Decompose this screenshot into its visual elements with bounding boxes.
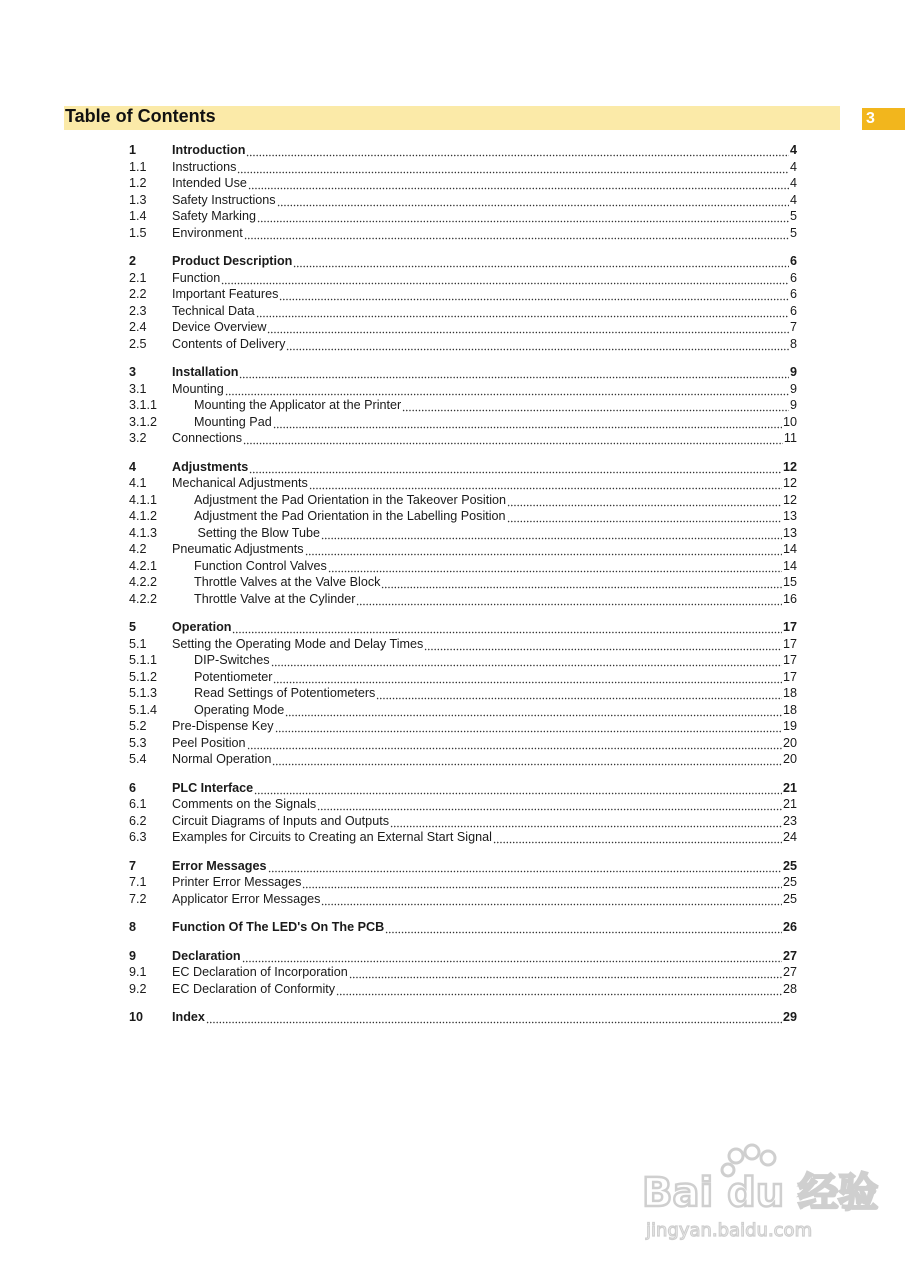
toc-entry-row[interactable]: [129, 591, 797, 608]
toc-entry-row[interactable]: [129, 225, 797, 242]
toc-page-number: 12: [782, 492, 797, 507]
toc-entry-row[interactable]: [129, 558, 797, 575]
toc-entry: [172, 303, 797, 320]
toc-title: DIP-Switches: [194, 653, 270, 667]
toc-page-number: 14: [782, 558, 797, 573]
toc-leader-dots: [206, 1009, 782, 1026]
toc-entry: [172, 286, 797, 303]
toc-page-number: 5: [789, 209, 797, 223]
toc-entry: [172, 718, 797, 735]
toc-number: 5.3: [129, 735, 147, 750]
toc-title: Product Description: [172, 254, 293, 268]
toc-entry: [172, 381, 797, 398]
toc-leader-dots: [507, 492, 782, 509]
toc-number: 1.2: [129, 176, 147, 190]
toc-entry-row[interactable]: [129, 685, 797, 702]
toc-leader-dots: [243, 430, 783, 447]
toc-leader-dots: [247, 735, 782, 752]
toc-leader-dots: [232, 619, 782, 636]
toc-chapter-row[interactable]: [129, 253, 797, 270]
toc-number: 3.1.2: [129, 414, 158, 429]
toc-page-number: 24: [782, 830, 797, 844]
toc-page-number: 9: [789, 381, 797, 396]
toc-title: Intended Use: [172, 176, 247, 190]
toc-title: Setting the Blow Tube: [194, 525, 321, 540]
toc-entry: [194, 492, 797, 509]
toc-title: Mounting the Applicator at the Printer: [194, 398, 402, 412]
toc-chapter-row[interactable]: [129, 1009, 797, 1026]
toc-title: Pneumatic Adjustments: [172, 542, 304, 556]
toc-number: 3.2: [129, 431, 147, 445]
toc-page-number: 23: [782, 813, 797, 828]
toc-page-number: 13: [782, 525, 797, 540]
toc-entry-row[interactable]: [129, 525, 797, 542]
toc-page-number: 15: [782, 575, 797, 589]
toc-title: Technical Data: [172, 303, 255, 318]
toc-page-number: 19: [782, 719, 797, 733]
toc-number: 2.2: [129, 287, 147, 301]
toc-leader-dots: [272, 751, 782, 768]
toc-page-number: 20: [782, 752, 797, 766]
toc-title: Important Features: [172, 287, 279, 301]
toc-title: Installation: [172, 365, 239, 379]
toc-leader-dots: [381, 574, 782, 591]
toc-entry: [194, 525, 797, 542]
toc-number: 7: [129, 858, 137, 873]
toc-title: Comments on the Signals: [172, 797, 317, 811]
toc-page-number: 5: [789, 225, 797, 240]
toc-page-number: 6: [789, 287, 797, 301]
toc-number: 5.1.3: [129, 686, 158, 700]
toc-page-number: 28: [782, 981, 797, 996]
toc-entry: [172, 208, 797, 225]
toc-number: 1.3: [129, 192, 147, 207]
toc-leader-dots: [321, 891, 782, 908]
toc-leader-dots: [336, 981, 782, 998]
toc-leader-dots: [221, 270, 789, 287]
toc-leader-dots: [317, 796, 782, 813]
toc-leader-dots: [309, 475, 782, 492]
toc-entry-row[interactable]: [129, 192, 797, 209]
toc-entry: [172, 430, 797, 447]
toc-entry: [172, 1009, 797, 1026]
toc-title: Circuit Diagrams of Inputs and Outputs: [172, 813, 389, 828]
toc-number: 1: [129, 143, 137, 157]
toc-leader-dots: [277, 192, 789, 209]
toc-page-number: 6: [789, 254, 797, 268]
toc-leader-dots: [267, 319, 789, 336]
toc-title: Throttle Valve at the Cylinder: [194, 591, 356, 606]
toc-leader-dots: [293, 253, 789, 270]
toc-number: 2.3: [129, 303, 147, 318]
toc-entry-row[interactable]: [129, 981, 797, 998]
toc-leader-dots: [507, 508, 782, 525]
toc-leader-dots: [237, 159, 789, 176]
toc-number: 2.1: [129, 270, 147, 285]
toc-title: Peel Position: [172, 735, 246, 750]
toc-entry: [172, 475, 797, 492]
toc-leader-dots: [256, 303, 789, 320]
toc-entry: [172, 159, 797, 176]
toc-page-number: 16: [782, 591, 797, 606]
toc-number: 4.2.1: [129, 558, 158, 573]
toc-number: 8: [129, 920, 137, 934]
toc-number: 4.1: [129, 476, 147, 490]
toc-page-number: 12: [782, 459, 797, 474]
toc-entry: [172, 541, 797, 558]
toc-page-number: 6: [789, 303, 797, 318]
toc-entry-row[interactable]: [129, 270, 797, 287]
toc-leader-dots: [273, 414, 782, 431]
toc-leader-dots: [402, 397, 789, 414]
toc-entry-row[interactable]: [129, 381, 797, 398]
toc-entry: [172, 813, 797, 830]
toc-title: Device Overview: [172, 320, 267, 334]
toc-entry: [172, 253, 797, 270]
toc-entry: [172, 459, 797, 476]
toc-page-number: 25: [782, 875, 797, 889]
toc-title: Safety Marking: [172, 209, 256, 223]
toc-number: 1.1: [129, 159, 147, 174]
toc-leader-dots: [239, 364, 789, 381]
toc-page-number: 17: [782, 653, 797, 667]
toc-entry: [172, 225, 797, 242]
toc-title: Mechanical Adjustments: [172, 476, 308, 490]
toc-leader-dots: [328, 558, 782, 575]
toc-entry: [172, 964, 797, 981]
toc-leader-dots: [275, 718, 782, 735]
toc-number: 9.1: [129, 965, 147, 979]
toc-entry-row[interactable]: [129, 652, 797, 669]
toc-title: Printer Error Messages: [172, 875, 302, 889]
toc-entry: [194, 397, 797, 414]
toc-number: 5.1.2: [129, 669, 158, 684]
page-number-badge: 3: [862, 108, 905, 130]
toc-entry: [194, 414, 797, 431]
toc-leader-dots: [249, 459, 782, 476]
toc-title: PLC Interface: [172, 780, 254, 795]
toc-entry-row[interactable]: [129, 574, 797, 591]
toc-number: 2: [129, 254, 137, 268]
toc-number: 9: [129, 948, 137, 963]
toc-leader-dots: [246, 142, 789, 159]
toc-entry-row[interactable]: [129, 336, 797, 353]
toc-chapter-row[interactable]: [129, 919, 797, 936]
toc-page-number: 17: [782, 620, 797, 634]
toc-page-number: 11: [783, 431, 797, 445]
toc-title: Normal Operation: [172, 752, 272, 766]
toc-entry: [172, 948, 797, 965]
toc-title: EC Declaration of Conformity: [172, 981, 336, 996]
toc-entry: [172, 919, 797, 936]
toc-leader-dots: [376, 685, 782, 702]
toc-page-number: 25: [782, 891, 797, 906]
toc-entry: [172, 336, 797, 353]
toc-title: Contents of Delivery: [172, 336, 286, 351]
toc-number: 4.2.2: [129, 591, 158, 606]
toc-page-number: 9: [789, 365, 797, 379]
toc-entry: [172, 619, 797, 636]
toc-title: Introduction: [172, 143, 246, 157]
toc-entry: [172, 751, 797, 768]
toc-entry-row[interactable]: [129, 303, 797, 320]
toc-title: Setting the Operating Mode and Delay Times: [172, 636, 424, 651]
toc-entry-row[interactable]: [129, 508, 797, 525]
toc-page-number: 21: [782, 797, 797, 811]
toc-leader-dots: [254, 780, 782, 797]
baidu-watermark-logo: [640, 1140, 879, 1250]
toc-chapter-row[interactable]: [129, 619, 797, 636]
toc-entry-row[interactable]: [129, 751, 797, 768]
toc-leader-dots: [279, 286, 789, 303]
toc-number: 5: [129, 620, 137, 634]
toc-leader-dots: [273, 669, 782, 686]
toc-number: 2.4: [129, 320, 147, 334]
toc-page-number: 25: [782, 858, 797, 873]
toc-entry-row[interactable]: [129, 669, 797, 686]
toc-title: Adjustment the Pad Orientation in the Labelling Position: [194, 509, 506, 523]
toc-title: Mounting Pad: [194, 414, 272, 429]
toc-title: EC Declaration of Incorporation: [172, 965, 348, 979]
toc-entry-row[interactable]: [129, 475, 797, 492]
toc-entry: [194, 508, 797, 525]
toc-page-number: 21: [782, 780, 797, 795]
toc-entry-row[interactable]: [129, 541, 797, 558]
toc-entry: [172, 780, 797, 797]
toc-entry: [194, 685, 797, 702]
toc-number: 1.4: [129, 209, 147, 223]
toc-entry-row[interactable]: [129, 636, 797, 653]
toc-page-number: 17: [782, 669, 797, 684]
toc-page-number: 13: [782, 509, 797, 523]
toc-leader-dots: [424, 636, 782, 653]
toc-title: Function Of The LED's On The PCB: [172, 920, 385, 934]
toc-leader-dots: [248, 175, 789, 192]
toc-page-number: 8: [789, 336, 797, 351]
toc-number: 7.1: [129, 875, 147, 889]
toc-page-number: 27: [782, 965, 797, 979]
toc-page-number: 12: [782, 476, 797, 490]
toc-title: Potentiometer: [194, 669, 273, 684]
toc-entry: [172, 175, 797, 192]
toc-number: 5.1.4: [129, 702, 158, 717]
toc-entry: [172, 858, 797, 875]
toc-entry: [172, 270, 797, 287]
toc-title: Index: [172, 1010, 205, 1024]
toc-page-number: 17: [782, 636, 797, 651]
toc-number: 5.1.1: [129, 653, 158, 667]
toc-page-number: 10: [782, 414, 797, 429]
toc-page-number: 6: [789, 270, 797, 285]
toc-title: Read Settings of Potentiometers: [194, 686, 376, 700]
toc-page-number: 4: [789, 176, 797, 190]
toc-number: 3.1: [129, 381, 147, 396]
toc-title: Throttle Valves at the Valve Block: [194, 575, 381, 589]
toc-title: Adjustments: [172, 459, 249, 474]
toc-chapter-row[interactable]: [129, 948, 797, 965]
toc-title: Operation: [172, 620, 232, 634]
toc-number: 5.1: [129, 636, 147, 651]
toc-chapter-row[interactable]: [129, 364, 797, 381]
toc-entry: [194, 591, 797, 608]
toc-number: 4.1.3: [129, 525, 158, 540]
toc-title: Safety Instructions: [172, 192, 276, 207]
toc-leader-dots: [242, 948, 782, 965]
toc-leader-dots: [321, 525, 782, 542]
toc-number: 1.5: [129, 225, 147, 240]
toc-page-number: 7: [789, 320, 797, 334]
toc-leader-dots: [244, 225, 789, 242]
toc-entry: [194, 669, 797, 686]
toc-number: 7.2: [129, 891, 147, 906]
toc-entry-row[interactable]: [129, 208, 797, 225]
toc-entry-row[interactable]: [129, 286, 797, 303]
toc-number: 9.2: [129, 981, 147, 996]
toc-number: 2.5: [129, 336, 147, 351]
toc-page-number: 18: [782, 686, 797, 700]
toc-entry-row[interactable]: [129, 175, 797, 192]
toc-number: 4: [129, 459, 137, 474]
toc-entry-row[interactable]: [129, 813, 797, 830]
toc-leader-dots: [268, 858, 782, 875]
toc-title: Environment: [172, 225, 243, 240]
toc-number: 4.2: [129, 542, 147, 556]
toc-chapter-row[interactable]: [129, 780, 797, 797]
toc-entry: [194, 574, 797, 591]
toc-chapter-row[interactable]: [129, 142, 797, 159]
toc-entry: [172, 891, 797, 908]
toc-leader-dots: [225, 381, 789, 398]
toc-page-number: 26: [782, 920, 797, 934]
toc-leader-dots: [286, 336, 789, 353]
toc-entry-row[interactable]: [129, 319, 797, 336]
toc-leader-dots: [257, 208, 789, 225]
toc-page-number: 4: [789, 159, 797, 174]
toc-leader-dots: [493, 829, 782, 846]
toc-leader-dots: [385, 919, 782, 936]
toc-leader-dots: [356, 591, 782, 608]
toc-number: 4.1.1: [129, 492, 158, 507]
toc-entry-row[interactable]: [129, 796, 797, 813]
toc-leader-dots: [390, 813, 782, 830]
toc-number: 6.3: [129, 830, 147, 844]
watermark-url: jingyan.baidu.com: [646, 1220, 813, 1241]
toc-entry-row[interactable]: [129, 964, 797, 981]
toc-entry: [172, 874, 797, 891]
toc-entry: [172, 735, 797, 752]
toc-leader-dots: [349, 964, 782, 981]
toc-page-number: 9: [789, 398, 797, 412]
toc-title: Function: [172, 270, 221, 285]
toc-number: 5.4: [129, 752, 147, 766]
toc-page-number: 27: [782, 948, 797, 963]
toc-entry-row[interactable]: [129, 397, 797, 414]
toc-number: 3.1.1: [129, 398, 158, 412]
toc-title: Connections: [172, 431, 243, 445]
toc-entry: [194, 702, 797, 719]
toc-entry-row[interactable]: [129, 891, 797, 908]
toc-page-number: 20: [782, 735, 797, 750]
toc-title: Declaration: [172, 948, 241, 963]
toc-number: 4.2.2: [129, 575, 158, 589]
toc-title: Adjustment the Pad Orientation in the Takeover Position: [194, 492, 506, 507]
toc-entry-row[interactable]: [129, 492, 797, 509]
toc-title: Function Control Valves: [194, 558, 327, 573]
toc-page-number: 18: [782, 702, 797, 717]
toc-page-number: 4: [789, 192, 797, 207]
toc-entry-row[interactable]: [129, 829, 797, 846]
toc-leader-dots: [302, 874, 782, 891]
toc-entry-row[interactable]: [129, 430, 797, 447]
toc-number: 6.2: [129, 813, 147, 828]
toc-entry: [172, 364, 797, 381]
toc-entry-row[interactable]: [129, 874, 797, 891]
toc-entry: [172, 142, 797, 159]
toc-title: Mounting: [172, 381, 224, 396]
toc-page-number: 4: [789, 143, 797, 157]
toc-entry: [172, 829, 797, 846]
toc-page-number: 14: [782, 542, 797, 556]
toc-leader-dots: [285, 702, 782, 719]
toc-chapter-row[interactable]: [129, 459, 797, 476]
toc-title: Instructions: [172, 159, 237, 174]
toc-entry: [172, 192, 797, 209]
toc-entry: [172, 796, 797, 813]
toc-entry-row[interactable]: [129, 718, 797, 735]
toc-number: 6: [129, 780, 137, 795]
toc-entry-row[interactable]: [129, 702, 797, 719]
toc-number: 6.1: [129, 797, 147, 811]
toc-number: 5.2: [129, 719, 147, 733]
toc-entry: [194, 652, 797, 669]
toc-leader-dots: [271, 652, 782, 669]
watermark-brand: Bai du 经验: [642, 1170, 879, 1216]
toc-entry-row[interactable]: [129, 414, 797, 431]
toc-entry: [172, 981, 797, 998]
toc-number: 4.1.2: [129, 509, 158, 523]
toc-chapter-row[interactable]: [129, 858, 797, 875]
toc-title: Error Messages: [172, 858, 267, 873]
toc-entry-row[interactable]: [129, 159, 797, 176]
toc-page-number: 29: [782, 1010, 797, 1024]
toc-entry-row[interactable]: [129, 735, 797, 752]
page-title: Table of Contents: [65, 106, 216, 126]
toc-entry: [172, 636, 797, 653]
toc-title: Applicator Error Messages: [172, 891, 321, 906]
toc-number: 3: [129, 365, 137, 379]
toc-title: Operating Mode: [194, 702, 285, 717]
toc-title: Examples for Circuits to Creating an External Start Signal: [172, 830, 492, 844]
toc-entry: [172, 319, 797, 336]
toc-title: Pre-Dispense Key: [172, 719, 274, 733]
toc-number: 10: [129, 1010, 144, 1024]
toc-leader-dots: [305, 541, 782, 558]
toc-entry: [194, 558, 797, 575]
